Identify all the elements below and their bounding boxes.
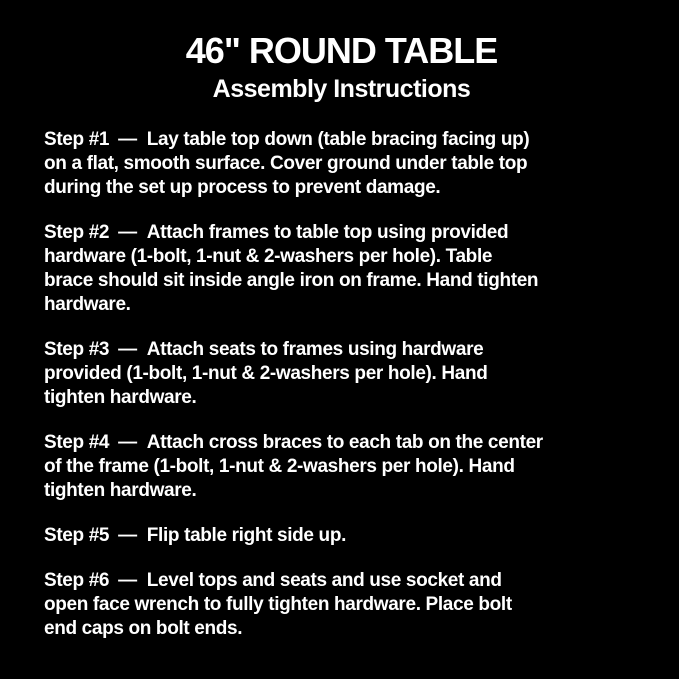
step-label: Step #4 — [44, 432, 110, 453]
step-text-line: Attach seats to frames using hardware — [146, 339, 484, 360]
step-dash-separator: — — [118, 339, 137, 360]
step-item-4 — [44, 431, 639, 503]
header — [44, 30, 639, 104]
step-label: Step #5 — [44, 525, 110, 546]
step-text-line: Level tops and seats and use socket and — [146, 570, 502, 591]
step-text-line: hardware (1-bolt, 1-nut & 2-washers per hole). Table — [44, 246, 493, 267]
page-subtitle: Assembly Instructions — [212, 75, 471, 103]
step-dash-separator: — — [118, 570, 137, 591]
step-dash-separator: — — [118, 222, 137, 243]
steps-list — [44, 128, 639, 641]
step-text-line: end caps on bolt ends. — [44, 618, 243, 639]
step-label: Step #2 — [44, 222, 110, 243]
step-item-2 — [44, 221, 639, 317]
step-label: Step #1 — [44, 129, 110, 150]
step-dash-separator: — — [118, 525, 137, 546]
step-text-line: provided (1-bolt, 1-nut & 2-washers per hole). Hand — [44, 363, 488, 384]
step-text-line: open face wrench to fully tighten hardware. Place bolt — [44, 594, 512, 615]
step-item-6 — [44, 569, 639, 641]
step-text-line: Flip table right side up. — [146, 525, 346, 546]
step-label: Step #6 — [44, 570, 110, 591]
step-item-5 — [44, 524, 639, 548]
step-text-line: tighten hardware. — [44, 480, 197, 501]
step-text-line: Lay table top down (table bracing facing up) — [146, 129, 530, 150]
step-text-line: on a flat, smooth surface. Cover ground under table top — [44, 153, 528, 174]
step-text-line: hardware. — [44, 294, 131, 315]
step-item-3 — [44, 338, 639, 410]
step-text-line: Attach cross braces to each tab on the center — [146, 432, 543, 453]
step-dash-separator: — — [118, 129, 137, 150]
step-label: Step #3 — [44, 339, 110, 360]
step-text-line: Attach frames to table top using provided — [146, 222, 509, 243]
step-text-line: during the set up process to prevent damage. — [44, 177, 441, 198]
step-dash-separator: — — [118, 432, 137, 453]
step-text-line: tighten hardware. — [44, 387, 197, 408]
page-title: 46" ROUND TABLE — [185, 30, 498, 71]
step-text-line: brace should sit inside angle iron on frame. Hand tighten — [44, 270, 539, 291]
step-item-1 — [44, 128, 639, 200]
step-text-line: of the frame (1-bolt, 1-nut & 2-washers per hole). Hand — [44, 456, 515, 477]
